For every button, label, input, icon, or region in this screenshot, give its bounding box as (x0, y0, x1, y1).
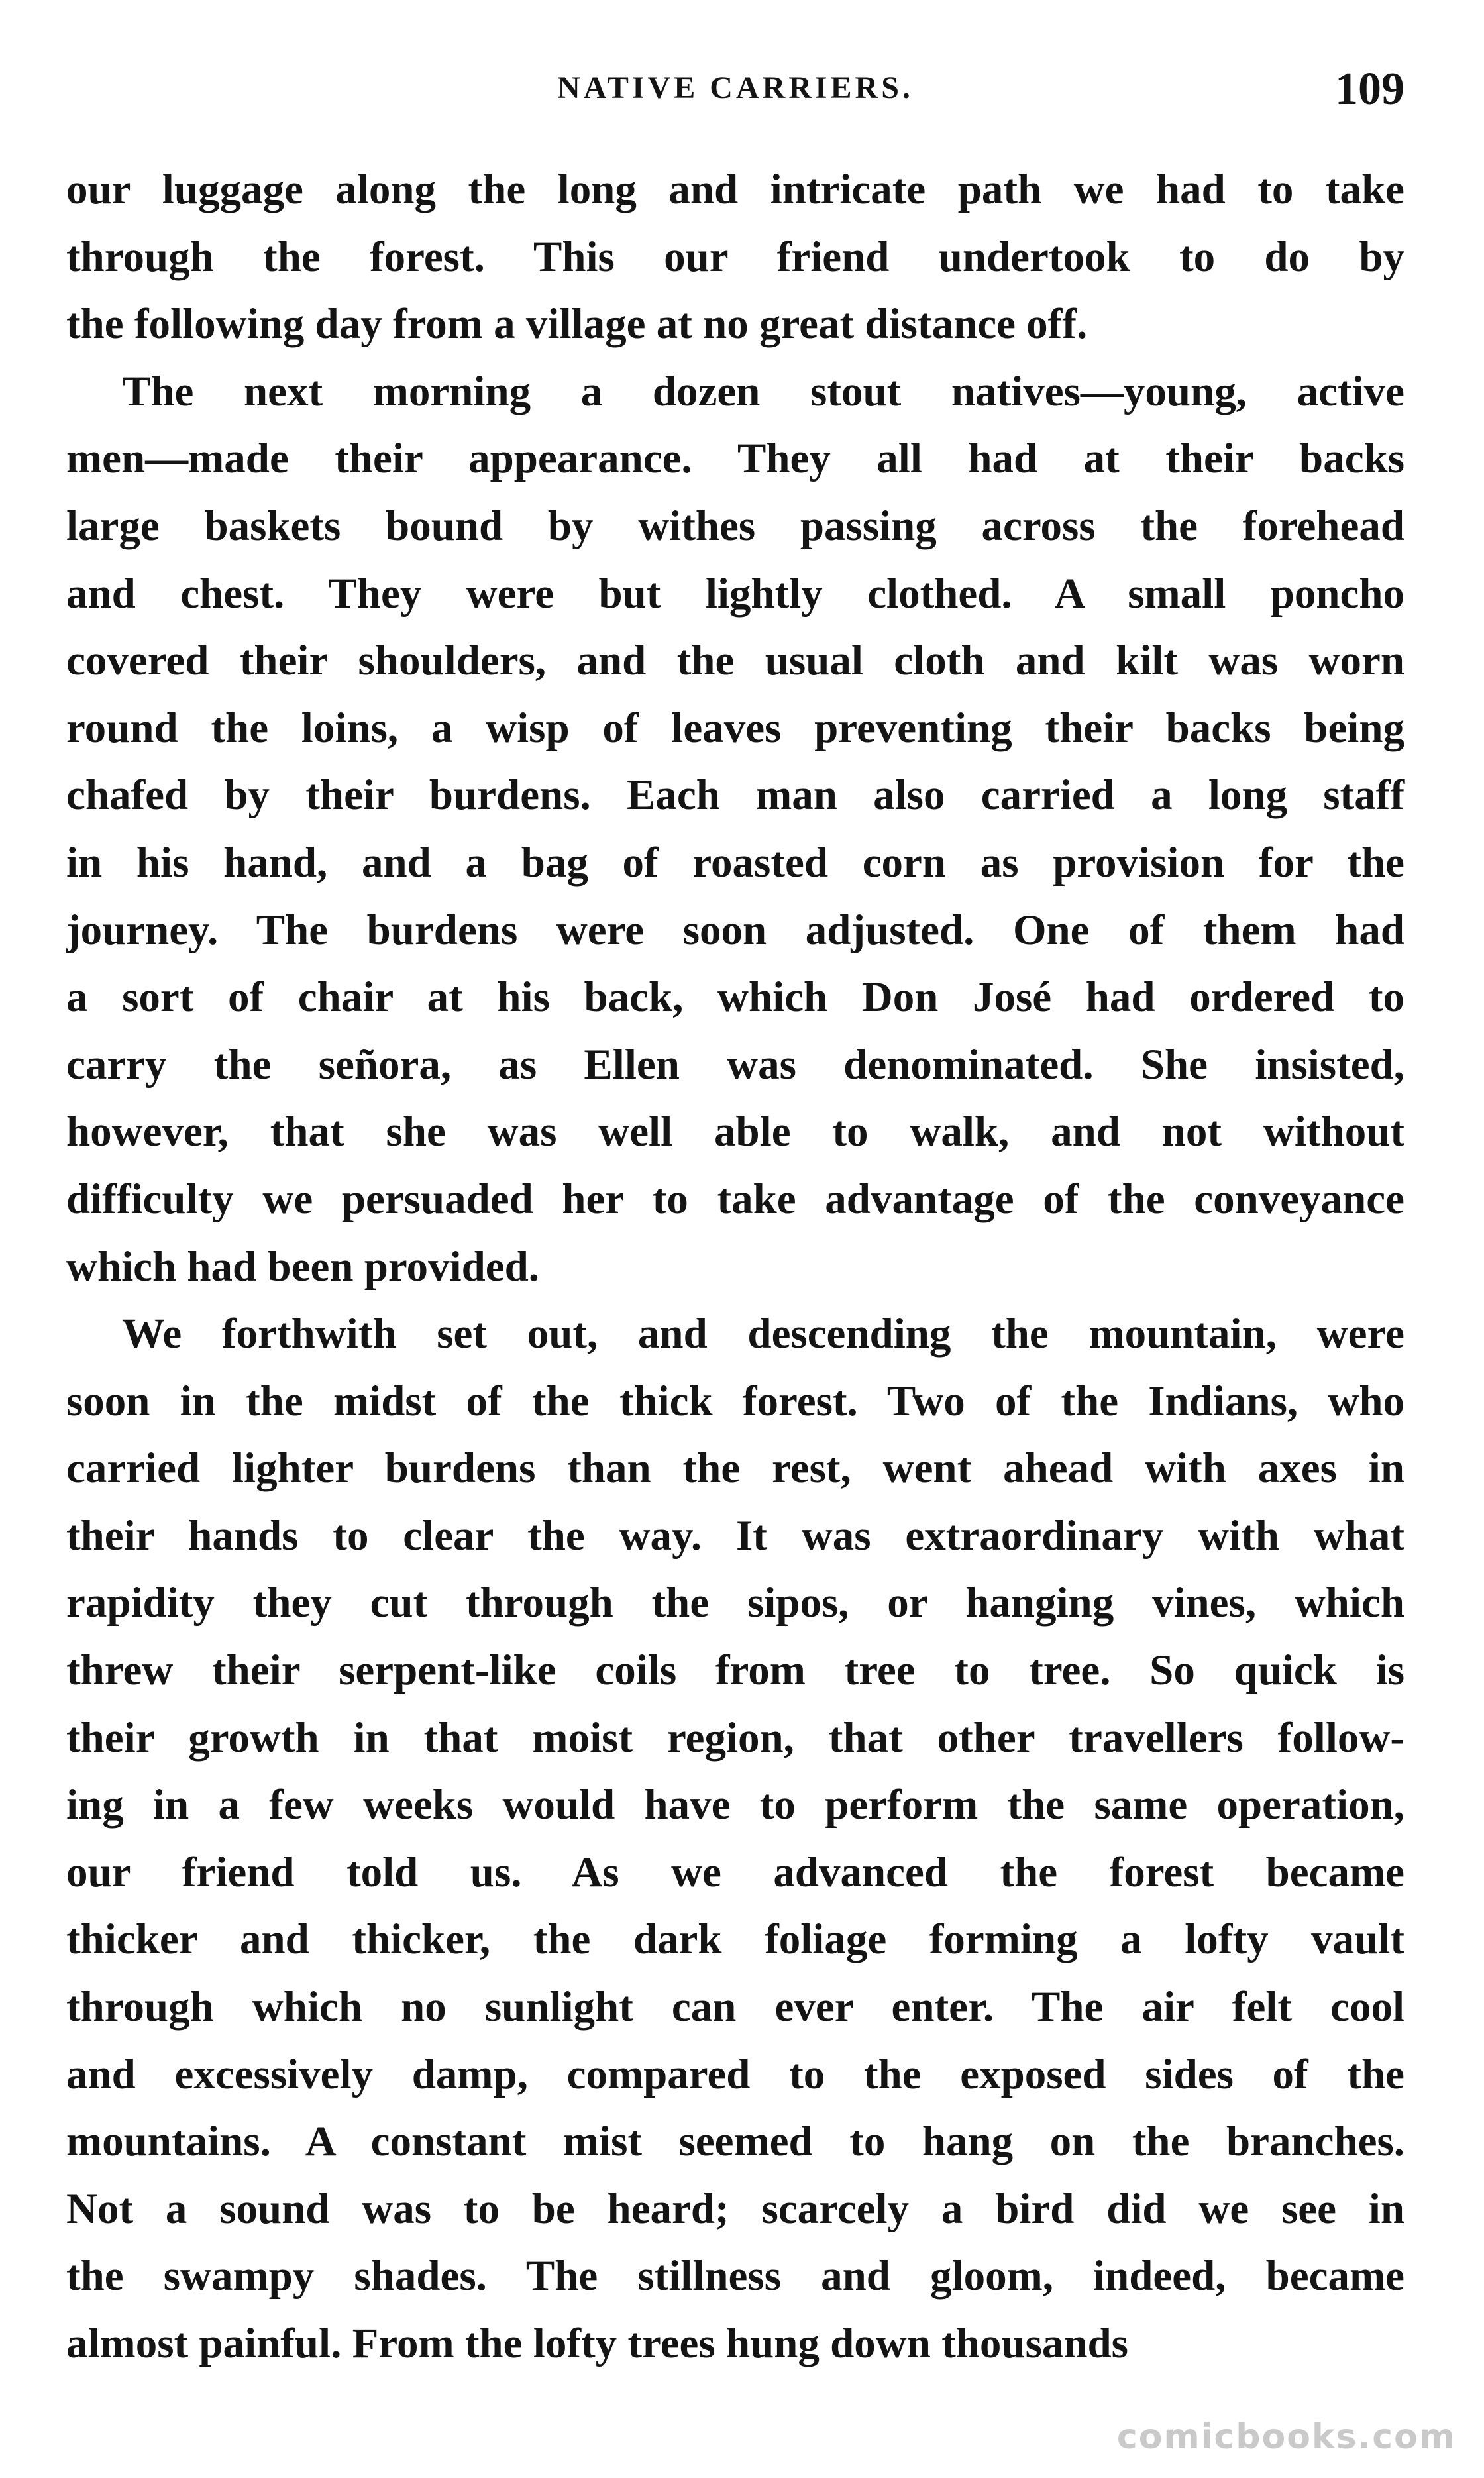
body-text (66, 156, 1404, 2378)
text-line: The next morning a dozen stout natives—young, active (122, 367, 1404, 415)
text-line: soon in the midst of the thick forest. Two of the Indians, who (66, 1377, 1404, 1425)
text-line: round the loins, a wisp of leaves preventing their backs being (66, 704, 1404, 752)
page-number: 109 (1335, 64, 1404, 115)
text-line: the following day from a village at no great distance off. (66, 300, 1088, 349)
text-line: the swampy shades. The stillness and gloom, indeed, became (66, 2252, 1404, 2300)
text-line: through the forest. This our friend undertook to do by (66, 233, 1404, 281)
text-line: and chest. They were but lightly clothed. A small poncho (66, 569, 1404, 618)
text-line: difficulty we persuaded her to take advantage of the conveyance (66, 1175, 1404, 1223)
text-line: mountains. A constant mist seemed to hang on the branches. (66, 2118, 1404, 2166)
text-line: chafed by their burdens. Each man also carried a long staff (66, 771, 1404, 820)
text-line: their hands to clear the way. It was extraordinary with what (66, 1511, 1404, 1560)
text-line: thicker and thicker, the dark foliage forming a lofty vault (66, 1915, 1404, 1964)
text-line: in his hand, and a bag of roasted corn as provision for the (66, 838, 1404, 887)
paragraph (66, 358, 1404, 1301)
text-line: almost painful. From the lofty trees hung down thousands (66, 2320, 1128, 2367)
paragraph (66, 156, 1404, 358)
text-line: men—made their appearance. They all had at their backs (66, 435, 1404, 483)
text-line: carried lighter burdens than the rest, went ahead with axes in (66, 1444, 1404, 1493)
text-line: We forthwith set out, and descending the mountain, were (122, 1310, 1404, 1358)
chapter-header-title: NATIVE CARRIERS. (557, 70, 914, 105)
text-line: through which no sunlight can ever enter. The air felt cool (66, 1983, 1404, 2031)
paragraph (66, 1301, 1404, 2378)
text-line: rapidity they cut through the sipos, or hanging vines, which (66, 1579, 1404, 1627)
text-line: covered their shoulders, and the usual cloth and kilt was worn (66, 637, 1404, 685)
text-line: our luggage along the long and intricate path we had to take (66, 166, 1404, 213)
text-line: journey. The burdens were soon adjusted. One of them had (66, 906, 1404, 954)
text-line: carry the señora, as Ellen was denominated. She insisted, (66, 1040, 1404, 1089)
text-line: however, that she was well able to walk, and not without (66, 1108, 1404, 1156)
text-line: Not a sound was to be heard; scarcely a bird did we see in (66, 2184, 1404, 2233)
text-line: a sort of chair at his back, which Don José had ordered to (66, 973, 1404, 1022)
text-line: and excessively damp, compared to the exposed sides of the (66, 2050, 1404, 2098)
watermark: comicbooks.com (1116, 2417, 1456, 2457)
text-line: large baskets bound by withes passing across the forehead (66, 502, 1404, 550)
text-line: ing in a few weeks would have to perform the same operation, (66, 1781, 1404, 1829)
text-line: which had been provided. (66, 1242, 539, 1291)
text-line: threw their serpent-like coils from tree to tree. So quick is (66, 1646, 1404, 1695)
running-head (66, 63, 1404, 123)
text-line: their growth in that moist region, that other travellers follow- (66, 1713, 1404, 1762)
text-line: our friend told us. As we advanced the forest became (66, 1848, 1404, 1896)
